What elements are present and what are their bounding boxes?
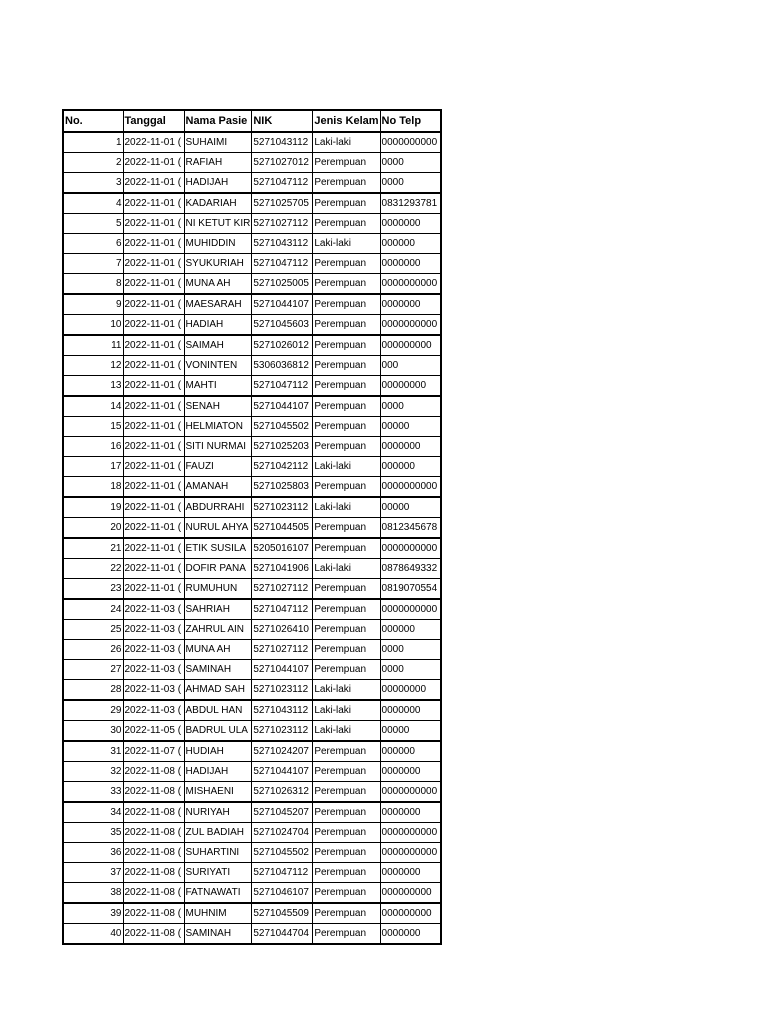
cell-no-telp[interactable]: 0878649332 bbox=[380, 559, 441, 579]
cell-nik[interactable]: 5271044107 bbox=[252, 396, 313, 417]
cell-nik[interactable]: 5271041906 bbox=[252, 559, 313, 579]
cell-no[interactable]: 37 bbox=[63, 863, 123, 883]
cell-jenis-kelamin[interactable]: Perempuan bbox=[313, 741, 380, 762]
cell-no-telp[interactable]: 0000 bbox=[380, 153, 441, 173]
col-header-nik[interactable]: NIK bbox=[252, 110, 313, 132]
cell-no-telp[interactable]: 0000000000 bbox=[380, 477, 441, 498]
cell-no-telp[interactable]: 0000000000 bbox=[380, 132, 441, 153]
cell-tanggal[interactable]: 2022-11-01 ( bbox=[123, 457, 184, 477]
cell-nik[interactable]: 5271027012 bbox=[252, 153, 313, 173]
cell-tanggal[interactable]: 2022-11-01 ( bbox=[123, 396, 184, 417]
table-row bbox=[63, 234, 441, 254]
cell-no[interactable]: 10 bbox=[63, 315, 123, 336]
cell-nama-pasien[interactable]: HADIJAH bbox=[184, 762, 252, 782]
cell-no[interactable]: 39 bbox=[63, 903, 123, 924]
table-row bbox=[63, 620, 441, 640]
cell-nik[interactable]: 5271043112 bbox=[252, 234, 313, 254]
cell-nama-pasien[interactable]: MISHAENI bbox=[184, 782, 252, 803]
cell-nama-pasien[interactable]: ABDURRAHI bbox=[184, 497, 252, 518]
cell-no[interactable]: 9 bbox=[63, 294, 123, 315]
cell-jenis-kelamin[interactable]: Laki-laki bbox=[313, 497, 380, 518]
cell-nik[interactable]: 5271024207 bbox=[252, 741, 313, 762]
cell-nik[interactable]: 5271026312 bbox=[252, 782, 313, 803]
cell-nama-pasien[interactable]: MUHNIM bbox=[184, 903, 252, 924]
cell-no[interactable]: 30 bbox=[63, 721, 123, 742]
cell-no[interactable]: 6 bbox=[63, 234, 123, 254]
cell-jenis-kelamin[interactable]: Perempuan bbox=[313, 660, 380, 680]
cell-jenis-kelamin[interactable]: Laki-laki bbox=[313, 234, 380, 254]
cell-jenis-kelamin[interactable]: Perempuan bbox=[313, 538, 380, 559]
cell-nik[interactable]: 5271023112 bbox=[252, 497, 313, 518]
cell-no-telp[interactable]: 00000000 bbox=[380, 680, 441, 701]
cell-nama-pasien[interactable]: SURIYATI bbox=[184, 863, 252, 883]
cell-nik[interactable]: 5271026012 bbox=[252, 335, 313, 356]
cell-no-telp[interactable]: 0000000 bbox=[380, 924, 441, 945]
cell-jenis-kelamin[interactable]: Laki-laki bbox=[313, 559, 380, 579]
table-row bbox=[63, 193, 441, 214]
cell-no-telp[interactable]: 000000000 bbox=[380, 883, 441, 904]
table-row bbox=[63, 315, 441, 336]
cell-nama-pasien[interactable]: VONINTEN bbox=[184, 356, 252, 376]
cell-jenis-kelamin[interactable]: Perempuan bbox=[313, 863, 380, 883]
cell-jenis-kelamin[interactable]: Perempuan bbox=[313, 883, 380, 904]
cell-jenis-kelamin[interactable]: Perempuan bbox=[313, 518, 380, 539]
col-header-no[interactable]: No. bbox=[63, 110, 123, 132]
cell-no[interactable]: 40 bbox=[63, 924, 123, 945]
cell-nik[interactable]: 5271023112 bbox=[252, 680, 313, 701]
table-row bbox=[63, 559, 441, 579]
cell-tanggal[interactable]: 2022-11-01 ( bbox=[123, 356, 184, 376]
cell-no-telp[interactable]: 0000000 bbox=[380, 700, 441, 721]
cell-nama-pasien[interactable]: FAUZI bbox=[184, 457, 252, 477]
cell-no[interactable]: 24 bbox=[63, 599, 123, 620]
cell-tanggal[interactable]: 2022-11-01 ( bbox=[123, 315, 184, 336]
cell-jenis-kelamin[interactable]: Perempuan bbox=[313, 437, 380, 457]
cell-no-telp[interactable]: 0000 bbox=[380, 640, 441, 660]
cell-no-telp[interactable]: 0000000 bbox=[380, 294, 441, 315]
cell-no[interactable]: 31 bbox=[63, 741, 123, 762]
col-header-jenis-kelamin[interactable]: Jenis Kelam bbox=[313, 110, 380, 132]
cell-no[interactable]: 18 bbox=[63, 477, 123, 498]
cell-tanggal[interactable]: 2022-11-03 ( bbox=[123, 620, 184, 640]
cell-tanggal[interactable]: 2022-11-01 ( bbox=[123, 417, 184, 437]
cell-tanggal[interactable]: 2022-11-01 ( bbox=[123, 214, 184, 234]
table-row bbox=[63, 700, 441, 721]
cell-no[interactable]: 8 bbox=[63, 274, 123, 295]
cell-nama-pasien[interactable]: AMANAH bbox=[184, 477, 252, 498]
cell-no-telp[interactable]: 000000000 bbox=[380, 335, 441, 356]
cell-nama-pasien[interactable]: ETIK SUSILA bbox=[184, 538, 252, 559]
cell-tanggal[interactable]: 2022-11-03 ( bbox=[123, 680, 184, 701]
col-header-nama-pasien[interactable]: Nama Pasie bbox=[184, 110, 252, 132]
cell-no[interactable]: 14 bbox=[63, 396, 123, 417]
table-row bbox=[63, 417, 441, 437]
cell-nama-pasien[interactable]: SITI NURMAI bbox=[184, 437, 252, 457]
cell-jenis-kelamin[interactable]: Laki-laki bbox=[313, 700, 380, 721]
table-row bbox=[63, 762, 441, 782]
cell-jenis-kelamin[interactable]: Perempuan bbox=[313, 376, 380, 397]
table-row bbox=[63, 274, 441, 295]
cell-nik[interactable]: 5271047112 bbox=[252, 254, 313, 274]
cell-nama-pasien[interactable]: HELMIATON bbox=[184, 417, 252, 437]
table-row bbox=[63, 599, 441, 620]
table-row bbox=[63, 680, 441, 701]
cell-tanggal[interactable]: 2022-11-05 ( bbox=[123, 721, 184, 742]
cell-nik[interactable]: 5271025005 bbox=[252, 274, 313, 295]
table-row bbox=[63, 294, 441, 315]
cell-nama-pasien[interactable]: NURUL AHYA bbox=[184, 518, 252, 539]
cell-nama-pasien[interactable]: AHMAD SAH bbox=[184, 680, 252, 701]
cell-nik[interactable]: 5271045207 bbox=[252, 802, 313, 823]
cell-no-telp[interactable]: 0000000 bbox=[380, 762, 441, 782]
cell-tanggal[interactable]: 2022-11-08 ( bbox=[123, 802, 184, 823]
cell-no[interactable]: 1 bbox=[63, 132, 123, 153]
cell-nama-pasien[interactable]: BADRUL ULA bbox=[184, 721, 252, 742]
cell-no-telp[interactable]: 00000000 bbox=[380, 376, 441, 397]
cell-tanggal[interactable]: 2022-11-01 ( bbox=[123, 234, 184, 254]
cell-no[interactable]: 23 bbox=[63, 579, 123, 600]
cell-no-telp[interactable]: 00000 bbox=[380, 721, 441, 742]
cell-no-telp[interactable]: 000000 bbox=[380, 234, 441, 254]
cell-nik[interactable]: 5205016107 bbox=[252, 538, 313, 559]
cell-no-telp[interactable]: 000000 bbox=[380, 457, 441, 477]
cell-no[interactable]: 22 bbox=[63, 559, 123, 579]
cell-no-telp[interactable]: 0819070554 bbox=[380, 579, 441, 600]
cell-no-telp[interactable]: 0831293781 bbox=[380, 193, 441, 214]
cell-jenis-kelamin[interactable]: Perempuan bbox=[313, 802, 380, 823]
cell-nik[interactable]: 5271046107 bbox=[252, 883, 313, 904]
cell-nik[interactable]: 5271044107 bbox=[252, 294, 313, 315]
cell-jenis-kelamin[interactable]: Laki-laki bbox=[313, 721, 380, 742]
cell-nama-pasien[interactable]: RUMUHUN bbox=[184, 579, 252, 600]
table-row bbox=[63, 335, 441, 356]
cell-no-telp[interactable]: 0000000000 bbox=[380, 599, 441, 620]
cell-no-telp[interactable]: 0000 bbox=[380, 660, 441, 680]
cell-jenis-kelamin[interactable]: Perempuan bbox=[313, 254, 380, 274]
cell-nama-pasien[interactable]: ZAHRUL AIN bbox=[184, 620, 252, 640]
cell-tanggal[interactable]: 2022-11-08 ( bbox=[123, 883, 184, 904]
table-row bbox=[63, 823, 441, 843]
cell-no[interactable]: 38 bbox=[63, 883, 123, 904]
cell-no[interactable]: 21 bbox=[63, 538, 123, 559]
cell-tanggal[interactable]: 2022-11-01 ( bbox=[123, 579, 184, 600]
cell-jenis-kelamin[interactable]: Perempuan bbox=[313, 924, 380, 945]
table-row bbox=[63, 721, 441, 742]
table-row bbox=[63, 883, 441, 904]
cell-jenis-kelamin[interactable]: Laki-laki bbox=[313, 680, 380, 701]
cell-nama-pasien[interactable]: DOFIR PANA bbox=[184, 559, 252, 579]
cell-no[interactable]: 17 bbox=[63, 457, 123, 477]
cell-tanggal[interactable]: 2022-11-03 ( bbox=[123, 599, 184, 620]
cell-no[interactable]: 19 bbox=[63, 497, 123, 518]
cell-nama-pasien[interactable]: MUHIDDIN bbox=[184, 234, 252, 254]
cell-tanggal[interactable]: 2022-11-08 ( bbox=[123, 924, 184, 945]
cell-no-telp[interactable]: 0000000000 bbox=[380, 843, 441, 863]
cell-jenis-kelamin[interactable]: Perempuan bbox=[313, 762, 380, 782]
cell-jenis-kelamin[interactable]: Perempuan bbox=[313, 153, 380, 173]
table-row bbox=[63, 376, 441, 397]
cell-no[interactable]: 34 bbox=[63, 802, 123, 823]
cell-no[interactable]: 15 bbox=[63, 417, 123, 437]
cell-no-telp[interactable]: 0000000 bbox=[380, 254, 441, 274]
table-row bbox=[63, 497, 441, 518]
cell-tanggal[interactable]: 2022-11-01 ( bbox=[123, 193, 184, 214]
cell-nik[interactable]: 5271027112 bbox=[252, 640, 313, 660]
table-row bbox=[63, 538, 441, 559]
cell-nik[interactable]: 5271047112 bbox=[252, 376, 313, 397]
table-row bbox=[63, 640, 441, 660]
cell-nik[interactable]: 5271025803 bbox=[252, 477, 313, 498]
table-row bbox=[63, 477, 441, 498]
cell-nik[interactable]: 5271044704 bbox=[252, 924, 313, 945]
cell-nik[interactable]: 5271044107 bbox=[252, 762, 313, 782]
cell-nik[interactable]: 5271047112 bbox=[252, 173, 313, 194]
cell-no-telp[interactable]: 0000000 bbox=[380, 863, 441, 883]
cell-no-telp[interactable]: 0000000000 bbox=[380, 782, 441, 803]
cell-nama-pasien[interactable]: MAESARAH bbox=[184, 294, 252, 315]
cell-nama-pasien[interactable]: FATNAWATI bbox=[184, 883, 252, 904]
cell-no-telp[interactable]: 0812345678 bbox=[380, 518, 441, 539]
table-row bbox=[63, 802, 441, 823]
cell-nik[interactable]: 5271025203 bbox=[252, 437, 313, 457]
cell-tanggal[interactable]: 2022-11-01 ( bbox=[123, 173, 184, 194]
cell-nik[interactable]: 5271026410 bbox=[252, 620, 313, 640]
cell-tanggal[interactable]: 2022-11-01 ( bbox=[123, 538, 184, 559]
cell-nama-pasien[interactable]: MUNA AH bbox=[184, 640, 252, 660]
cell-no-telp[interactable]: 0000000000 bbox=[380, 538, 441, 559]
cell-nama-pasien[interactable]: HUDIAH bbox=[184, 741, 252, 762]
cell-jenis-kelamin[interactable]: Perempuan bbox=[313, 823, 380, 843]
cell-no[interactable]: 16 bbox=[63, 437, 123, 457]
table-row bbox=[63, 457, 441, 477]
cell-nama-pasien[interactable]: MUNA AH bbox=[184, 274, 252, 295]
cell-no[interactable]: 36 bbox=[63, 843, 123, 863]
cell-jenis-kelamin[interactable]: Perempuan bbox=[313, 477, 380, 498]
table-row bbox=[63, 396, 441, 417]
cell-nik[interactable]: 5271044505 bbox=[252, 518, 313, 539]
table-row bbox=[63, 903, 441, 924]
cell-tanggal[interactable]: 2022-11-01 ( bbox=[123, 559, 184, 579]
cell-nama-pasien[interactable]: NI KETUT KIR bbox=[184, 214, 252, 234]
cell-nik[interactable]: 5271023112 bbox=[252, 721, 313, 742]
cell-nik[interactable]: 5306036812 bbox=[252, 356, 313, 376]
cell-no-telp[interactable]: 0000000000 bbox=[380, 274, 441, 295]
cell-nik[interactable]: 5271025705 bbox=[252, 193, 313, 214]
cell-tanggal[interactable]: 2022-11-03 ( bbox=[123, 700, 184, 721]
cell-tanggal[interactable]: 2022-11-01 ( bbox=[123, 132, 184, 153]
table-row bbox=[63, 356, 441, 376]
cell-tanggal[interactable]: 2022-11-01 ( bbox=[123, 294, 184, 315]
table-row bbox=[63, 254, 441, 274]
cell-tanggal[interactable]: 2022-11-08 ( bbox=[123, 762, 184, 782]
table-row bbox=[63, 741, 441, 762]
cell-no[interactable]: 3 bbox=[63, 173, 123, 194]
cell-tanggal[interactable]: 2022-11-01 ( bbox=[123, 376, 184, 397]
cell-no-telp[interactable]: 0000000 bbox=[380, 214, 441, 234]
cell-no-telp[interactable]: 0000 bbox=[380, 173, 441, 194]
cell-jenis-kelamin[interactable]: Perempuan bbox=[313, 294, 380, 315]
cell-jenis-kelamin[interactable]: Perempuan bbox=[313, 315, 380, 336]
cell-nama-pasien[interactable]: SUHAIMI bbox=[184, 132, 252, 153]
cell-no[interactable]: 28 bbox=[63, 680, 123, 701]
cell-no-telp[interactable]: 000 bbox=[380, 356, 441, 376]
cell-nama-pasien[interactable]: SAMINAH bbox=[184, 660, 252, 680]
cell-no[interactable]: 5 bbox=[63, 214, 123, 234]
table-row bbox=[63, 173, 441, 194]
cell-jenis-kelamin[interactable]: Laki-laki bbox=[313, 457, 380, 477]
cell-nama-pasien[interactable]: SAMINAH bbox=[184, 924, 252, 945]
cell-nik[interactable]: 5271043112 bbox=[252, 700, 313, 721]
cell-jenis-kelamin[interactable]: Perempuan bbox=[313, 579, 380, 600]
cell-jenis-kelamin[interactable]: Perempuan bbox=[313, 214, 380, 234]
cell-nik[interactable]: 5271045502 bbox=[252, 417, 313, 437]
cell-nama-pasien[interactable]: HADIJAH bbox=[184, 173, 252, 194]
cell-tanggal[interactable]: 2022-11-03 ( bbox=[123, 660, 184, 680]
cell-nama-pasien[interactable]: SENAH bbox=[184, 396, 252, 417]
cell-nama-pasien[interactable]: ABDUL HAN bbox=[184, 700, 252, 721]
cell-nik[interactable]: 5271027112 bbox=[252, 579, 313, 600]
col-header-tanggal[interactable]: Tanggal bbox=[123, 110, 184, 132]
cell-no-telp[interactable]: 00000 bbox=[380, 497, 441, 518]
cell-jenis-kelamin[interactable]: Perempuan bbox=[313, 903, 380, 924]
cell-no-telp[interactable]: 0000000000 bbox=[380, 315, 441, 336]
cell-nama-pasien[interactable]: SAHRIAH bbox=[184, 599, 252, 620]
cell-no[interactable]: 7 bbox=[63, 254, 123, 274]
cell-nik[interactable]: 5271027112 bbox=[252, 214, 313, 234]
cell-no[interactable]: 13 bbox=[63, 376, 123, 397]
cell-no[interactable]: 20 bbox=[63, 518, 123, 539]
table-row bbox=[63, 863, 441, 883]
table-row bbox=[63, 153, 441, 173]
cell-nama-pasien[interactable]: SAIMAH bbox=[184, 335, 252, 356]
cell-jenis-kelamin[interactable]: Perempuan bbox=[313, 274, 380, 295]
cell-jenis-kelamin[interactable]: Perempuan bbox=[313, 356, 380, 376]
cell-tanggal[interactable]: 2022-11-01 ( bbox=[123, 518, 184, 539]
cell-no-telp[interactable]: 00000 bbox=[380, 417, 441, 437]
cell-no-telp[interactable]: 000000000 bbox=[380, 903, 441, 924]
cell-nama-pasien[interactable]: ZUL BADIAH bbox=[184, 823, 252, 843]
cell-jenis-kelamin[interactable]: Perempuan bbox=[313, 599, 380, 620]
table-row bbox=[63, 843, 441, 863]
cell-no[interactable]: 26 bbox=[63, 640, 123, 660]
cell-no[interactable]: 29 bbox=[63, 700, 123, 721]
cell-jenis-kelamin[interactable]: Perempuan bbox=[313, 640, 380, 660]
table-row bbox=[63, 924, 441, 945]
cell-jenis-kelamin[interactable]: Perempuan bbox=[313, 173, 380, 194]
cell-no-telp[interactable]: 0000000000 bbox=[380, 823, 441, 843]
cell-nik[interactable]: 5271024704 bbox=[252, 823, 313, 843]
cell-nama-pasien[interactable]: HADIAH bbox=[184, 315, 252, 336]
cell-nik[interactable]: 5271047112 bbox=[252, 863, 313, 883]
cell-tanggal[interactable]: 2022-11-01 ( bbox=[123, 335, 184, 356]
table-row bbox=[63, 518, 441, 539]
cell-tanggal[interactable]: 2022-11-08 ( bbox=[123, 863, 184, 883]
cell-jenis-kelamin[interactable]: Perempuan bbox=[313, 193, 380, 214]
cell-jenis-kelamin[interactable]: Perempuan bbox=[313, 782, 380, 803]
cell-no-telp[interactable]: 000000 bbox=[380, 741, 441, 762]
cell-tanggal[interactable]: 2022-11-08 ( bbox=[123, 823, 184, 843]
cell-jenis-kelamin[interactable]: Laki-laki bbox=[313, 132, 380, 153]
cell-nik[interactable]: 5271043112 bbox=[252, 132, 313, 153]
cell-nama-pasien[interactable]: SYUKURIAH bbox=[184, 254, 252, 274]
table-row bbox=[63, 437, 441, 457]
cell-nik[interactable]: 5271047112 bbox=[252, 599, 313, 620]
cell-jenis-kelamin[interactable]: Perempuan bbox=[313, 417, 380, 437]
cell-tanggal[interactable]: 2022-11-01 ( bbox=[123, 477, 184, 498]
cell-tanggal[interactable]: 2022-11-01 ( bbox=[123, 437, 184, 457]
cell-tanggal[interactable]: 2022-11-01 ( bbox=[123, 153, 184, 173]
cell-no[interactable]: 11 bbox=[63, 335, 123, 356]
col-header-no-telp[interactable]: No Telp bbox=[380, 110, 441, 132]
cell-no[interactable]: 33 bbox=[63, 782, 123, 803]
cell-jenis-kelamin[interactable]: Perempuan bbox=[313, 843, 380, 863]
cell-jenis-kelamin[interactable]: Perempuan bbox=[313, 335, 380, 356]
patient-table bbox=[62, 109, 442, 945]
cell-no-telp[interactable]: 0000000 bbox=[380, 802, 441, 823]
cell-tanggal[interactable]: 2022-11-08 ( bbox=[123, 903, 184, 924]
cell-tanggal[interactable]: 2022-11-08 ( bbox=[123, 782, 184, 803]
cell-no[interactable]: 35 bbox=[63, 823, 123, 843]
cell-nama-pasien[interactable]: MAHTI bbox=[184, 376, 252, 397]
cell-no-telp[interactable]: 0000 bbox=[380, 396, 441, 417]
cell-nama-pasien[interactable]: RAFIAH bbox=[184, 153, 252, 173]
cell-tanggal[interactable]: 2022-11-07 ( bbox=[123, 741, 184, 762]
cell-tanggal[interactable]: 2022-11-01 ( bbox=[123, 254, 184, 274]
cell-tanggal[interactable]: 2022-11-01 ( bbox=[123, 497, 184, 518]
cell-nama-pasien[interactable]: NURIYAH bbox=[184, 802, 252, 823]
cell-no-telp[interactable]: 000000 bbox=[380, 620, 441, 640]
cell-no[interactable]: 27 bbox=[63, 660, 123, 680]
table-row bbox=[63, 579, 441, 600]
table-row bbox=[63, 782, 441, 803]
cell-nama-pasien[interactable]: KADARIAH bbox=[184, 193, 252, 214]
table-row bbox=[63, 660, 441, 680]
cell-jenis-kelamin[interactable]: Perempuan bbox=[313, 396, 380, 417]
cell-tanggal[interactable]: 2022-11-01 ( bbox=[123, 274, 184, 295]
cell-nik[interactable]: 5271045603 bbox=[252, 315, 313, 336]
cell-no[interactable]: 25 bbox=[63, 620, 123, 640]
cell-nik[interactable]: 5271044107 bbox=[252, 660, 313, 680]
cell-no-telp[interactable]: 0000000 bbox=[380, 437, 441, 457]
header-row bbox=[63, 110, 441, 132]
cell-nik[interactable]: 5271042112 bbox=[252, 457, 313, 477]
cell-tanggal[interactable]: 2022-11-03 ( bbox=[123, 640, 184, 660]
cell-nama-pasien[interactable]: SUHARTINI bbox=[184, 843, 252, 863]
cell-no[interactable]: 2 bbox=[63, 153, 123, 173]
cell-tanggal[interactable]: 2022-11-08 ( bbox=[123, 843, 184, 863]
cell-no[interactable]: 12 bbox=[63, 356, 123, 376]
table-row bbox=[63, 132, 441, 153]
cell-no[interactable]: 32 bbox=[63, 762, 123, 782]
cell-nik[interactable]: 5271045509 bbox=[252, 903, 313, 924]
table-row bbox=[63, 214, 441, 234]
cell-no[interactable]: 4 bbox=[63, 193, 123, 214]
cell-nik[interactable]: 5271045502 bbox=[252, 843, 313, 863]
cell-jenis-kelamin[interactable]: Perempuan bbox=[313, 620, 380, 640]
